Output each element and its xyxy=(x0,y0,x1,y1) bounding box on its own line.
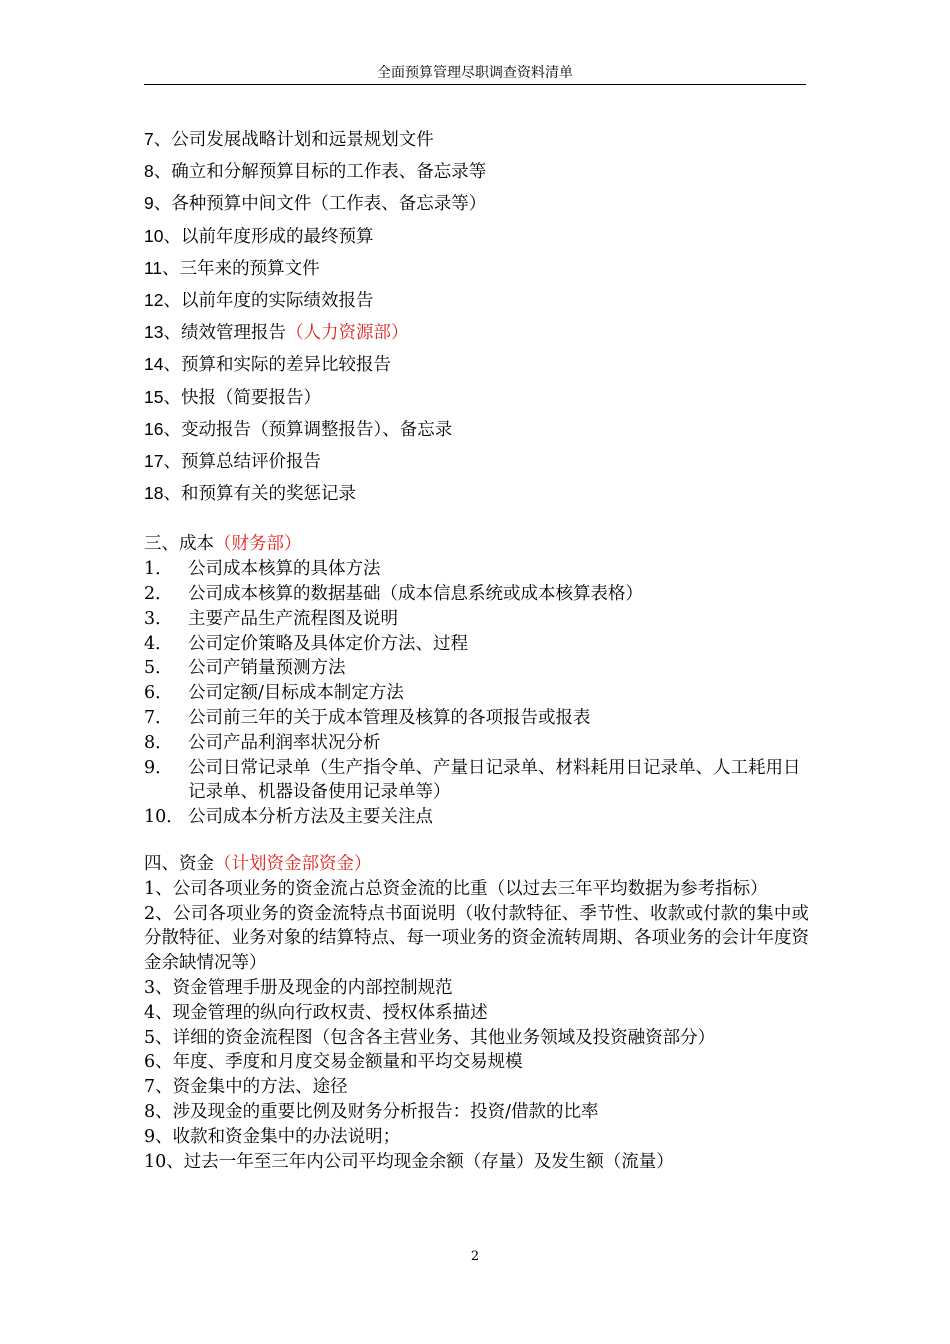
list-item xyxy=(144,349,809,381)
section-heading xyxy=(144,532,809,557)
list-item xyxy=(144,285,809,317)
list-item: 3、资金管理手册及现金的内部控制规范 xyxy=(144,977,453,998)
list-item xyxy=(144,317,809,349)
list-item xyxy=(144,656,809,681)
item-number: 8． xyxy=(144,732,173,753)
item-text: 、预算和实际的差异比较报告 xyxy=(163,355,391,376)
item-text: 公司产品利润率状况分析 xyxy=(188,732,381,753)
item-text: 公司产销量预测方法 xyxy=(188,658,346,679)
item-number: 4． xyxy=(144,633,173,654)
item-dept: （人力资源部） xyxy=(285,323,409,344)
item-number: 9 xyxy=(144,193,154,214)
cost-section xyxy=(144,532,809,830)
section-title: 三、成本 xyxy=(144,534,214,555)
item-number: 17 xyxy=(144,451,164,472)
item-text: 、和预算有关的奖惩记录 xyxy=(163,484,356,505)
list-item: 6、年度、季度和月度交易金额量和平均交易规模 xyxy=(144,1052,523,1073)
item-number: 7． xyxy=(144,708,173,729)
item-number: 15 xyxy=(144,386,164,407)
list-item xyxy=(144,414,809,446)
list-item xyxy=(144,607,809,632)
section-dept: （计划资金部资金） xyxy=(214,854,372,874)
item-text: 公司日常记录单（生产指令单、产量日记录单、材料耗用日记录单、人工耗用日记录单、机器设备使用记录单等） xyxy=(188,757,801,803)
item-text: 、公司发展战略计划和远景规划文件 xyxy=(153,130,434,150)
list-item xyxy=(144,756,809,806)
item-text: 、快报（简要报告） xyxy=(163,387,321,408)
list-item xyxy=(144,478,809,510)
list-item xyxy=(144,253,809,285)
list-item: 10、过去一年至三年内公司平均现金余额（存量）及发生额（流量） xyxy=(144,1151,674,1172)
item-number: 1． xyxy=(144,559,173,580)
item-text: 公司成本核算的具体方法 xyxy=(188,559,381,580)
item-text: 、三年来的预算文件 xyxy=(162,258,320,279)
list-item xyxy=(144,557,809,582)
item-text: 、以前年度的实际绩效报告 xyxy=(163,291,374,312)
list-item xyxy=(144,446,809,478)
section-title: 四、资金 xyxy=(144,854,214,874)
page-header-title: 全面预算管理尽职调查资料清单 xyxy=(377,65,573,81)
item-text: 、确立和分解预算目标的工作表、备忘录等 xyxy=(153,162,487,183)
list-item xyxy=(144,188,809,220)
header-rule xyxy=(144,84,806,85)
item-text: 公司前三年的关于成本管理及核算的各项报告或报表 xyxy=(188,708,591,729)
item-number: 9． xyxy=(144,757,173,778)
page-number: 2 xyxy=(470,1249,480,1264)
section-heading xyxy=(144,852,809,877)
list-item xyxy=(144,706,809,731)
item-number: 3． xyxy=(144,608,173,629)
item-text: 公司成本核算的数据基础（成本信息系统或成本核算表格） xyxy=(188,584,643,605)
section-dept: （财务部） xyxy=(214,534,302,555)
list-item: 4、现金管理的纵向行政权责、授权体系描述 xyxy=(144,1002,488,1023)
list-item xyxy=(144,731,809,756)
item-number: 8 xyxy=(144,161,154,182)
list-item: 7、资金集中的方法、途径 xyxy=(144,1077,348,1098)
item-number: 13 xyxy=(144,322,164,343)
list-item xyxy=(144,805,809,830)
list-item xyxy=(144,221,809,253)
item-text: 、变动报告（预算调整报告）、备忘录 xyxy=(163,419,453,440)
item-number: 7 xyxy=(144,129,154,149)
item-number: 18 xyxy=(144,483,164,504)
item-number: 5． xyxy=(144,658,173,679)
list-item xyxy=(144,382,809,414)
item-number: 10 xyxy=(144,225,164,246)
fund-section xyxy=(144,852,809,1174)
item-text: 、绩效管理报告 xyxy=(163,323,286,344)
item-number: 12 xyxy=(144,290,164,311)
list-item: 8、涉及现金的重要比例及财务分析报告：投资/借款的比率 xyxy=(144,1101,599,1122)
list-item: 9、收款和资金集中的办法说明； xyxy=(144,1126,401,1147)
item-number: 2． xyxy=(144,584,173,605)
list-item xyxy=(144,156,809,188)
item-text: 、预算总结评价报告 xyxy=(163,452,321,473)
budget-list xyxy=(144,124,809,510)
item-text: 公司定额/目标成本制定方法 xyxy=(188,683,404,704)
item-text: 公司成本分析方法及主要关注点 xyxy=(188,807,433,828)
item-text: 公司定价策略及具体定价方法、过程 xyxy=(188,633,468,654)
list-item xyxy=(144,582,809,607)
list-item: 1、公司各项业务的资金流占总资金流的比重（以过去三年平均数据为参考指标） xyxy=(144,878,768,899)
item-number: 14 xyxy=(144,354,164,375)
item-number: 16 xyxy=(144,418,164,439)
list-item xyxy=(144,632,809,657)
item-text: 主要产品生产流程图及说明 xyxy=(188,608,398,629)
list-item xyxy=(144,681,809,706)
item-text: 、各种预算中间文件（工作表、备忘录等） xyxy=(153,194,487,215)
list-item: 5、详细的资金流程图（包含各主营业务、其他业务领域及投资融资部分） xyxy=(144,1027,716,1048)
item-text: 、以前年度形成的最终预算 xyxy=(163,226,374,247)
list-item: 2、公司各项业务的资金流特点书面说明（收付款特征、季节性、收款或付款的集中或分散特征、业务对象的结算特点、每一项业务的资金流转周期、各项业务的会计年度资金余缺情况等） xyxy=(144,903,809,974)
list-item xyxy=(144,124,809,156)
item-number: 10． xyxy=(144,807,184,828)
document-body xyxy=(144,124,809,1174)
item-number: 11 xyxy=(144,257,163,278)
item-number: 6． xyxy=(144,683,173,704)
